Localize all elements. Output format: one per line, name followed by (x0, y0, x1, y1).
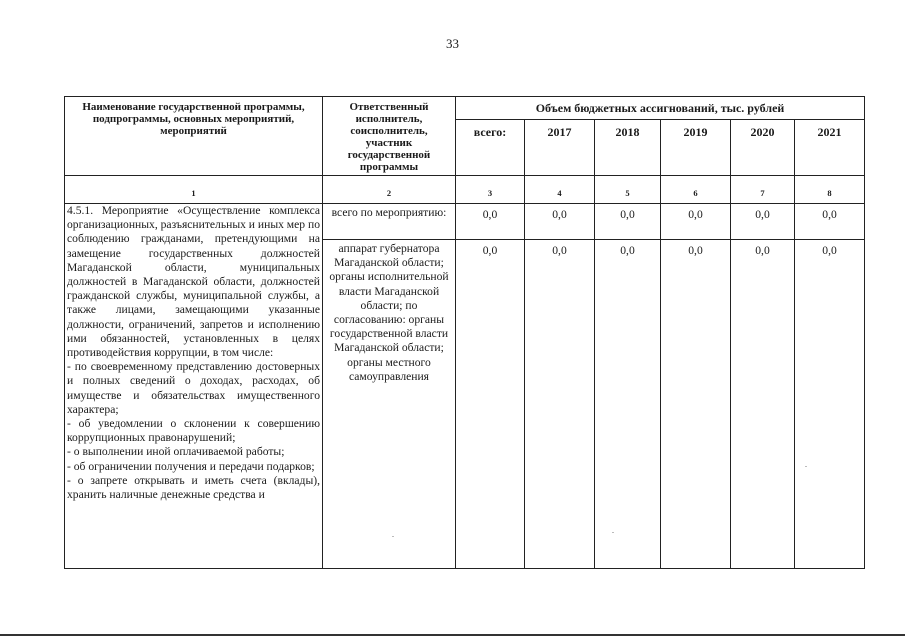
header-name-column: Наименование государственной программы, подпрограммы, основных мероприятий, мероприятий (65, 97, 323, 176)
column-number: 3 (456, 176, 525, 204)
year-value: 0,0 (795, 240, 865, 569)
measure-name-paragraph: - об уведомлении о склонении к совершению коррупционных правонарушений; (67, 417, 320, 445)
header-year: 2020 (731, 120, 795, 176)
measure-name-paragraph: - о выполнении иной оплачиваемой работы; (67, 445, 285, 459)
scan-artifact (612, 532, 614, 533)
year-value: 0,0 (525, 240, 595, 569)
year-value: 0,0 (661, 204, 731, 240)
scan-artifact (392, 536, 394, 537)
column-number: 1 (65, 176, 323, 204)
measure-name-paragraph: - по своевременному представлению достоверных и полных сведений о доходах, расходах, об имуществе и обязательствах имущественного характера; (67, 360, 320, 416)
responsible-cell: всего по мероприятию: (323, 204, 456, 240)
scan-edge-line (0, 634, 905, 636)
header-year: 2021 (795, 120, 865, 176)
budget-table (64, 96, 865, 569)
column-number: 6 (661, 176, 731, 204)
total-value: 0,0 (456, 240, 525, 569)
year-value: 0,0 (595, 204, 661, 240)
header-budget-column: Объем бюджетных ассигнований, тыс. рублей (456, 97, 865, 120)
page-number: 33 (446, 36, 459, 51)
measure-name-paragraph: - о запрете открывать и иметь счета (вклады), хранить наличные денежные средства и (67, 473, 320, 502)
year-value: 0,0 (731, 204, 795, 240)
measure-name-paragraph: - об ограничении получения и передачи подарков; (67, 459, 315, 473)
column-number: 7 (731, 176, 795, 204)
year-value: 0,0 (731, 240, 795, 569)
measure-name-paragraph: 4.5.1. Мероприятие «Осуществление комплекса организационных, разъяснительных и иных мер по соблюдению гражданами, претендующими на замещение государственных должностей Магаданской области, муниципальных должностей в Магаданской области, должностей гражданской службы, муниципальной службы, а также лицами, замещающими указанные должности, ограничений, запретов и исполнению ими обязанностей, установленных в целях противодействия коррупции, в том числе: (67, 204, 320, 360)
column-number: 2 (323, 176, 456, 204)
year-value: 0,0 (795, 204, 865, 240)
header-responsible-column: Ответственный исполнитель, соисполнитель, участник государственной программы (323, 97, 456, 176)
year-value: 0,0 (595, 240, 661, 569)
column-number-row (65, 176, 865, 204)
header-year: 2018 (595, 120, 661, 176)
responsible-cell: аппарат губернатора Магаданской области; органы исполнительной власти Магаданской области; по согласованию: органы государственной власти Магаданской области; органы местного самоуправления (323, 240, 456, 569)
header-year: 2017 (525, 120, 595, 176)
scan-artifact (805, 466, 807, 467)
measure-name-cell (65, 204, 323, 569)
column-number: 4 (525, 176, 595, 204)
year-value: 0,0 (661, 240, 731, 569)
total-value: 0,0 (456, 204, 525, 240)
year-value: 0,0 (525, 204, 595, 240)
header-total: всего: (456, 120, 525, 176)
table-row (65, 204, 865, 240)
column-number: 8 (795, 176, 865, 204)
header-year: 2019 (661, 120, 731, 176)
column-number: 5 (595, 176, 661, 204)
